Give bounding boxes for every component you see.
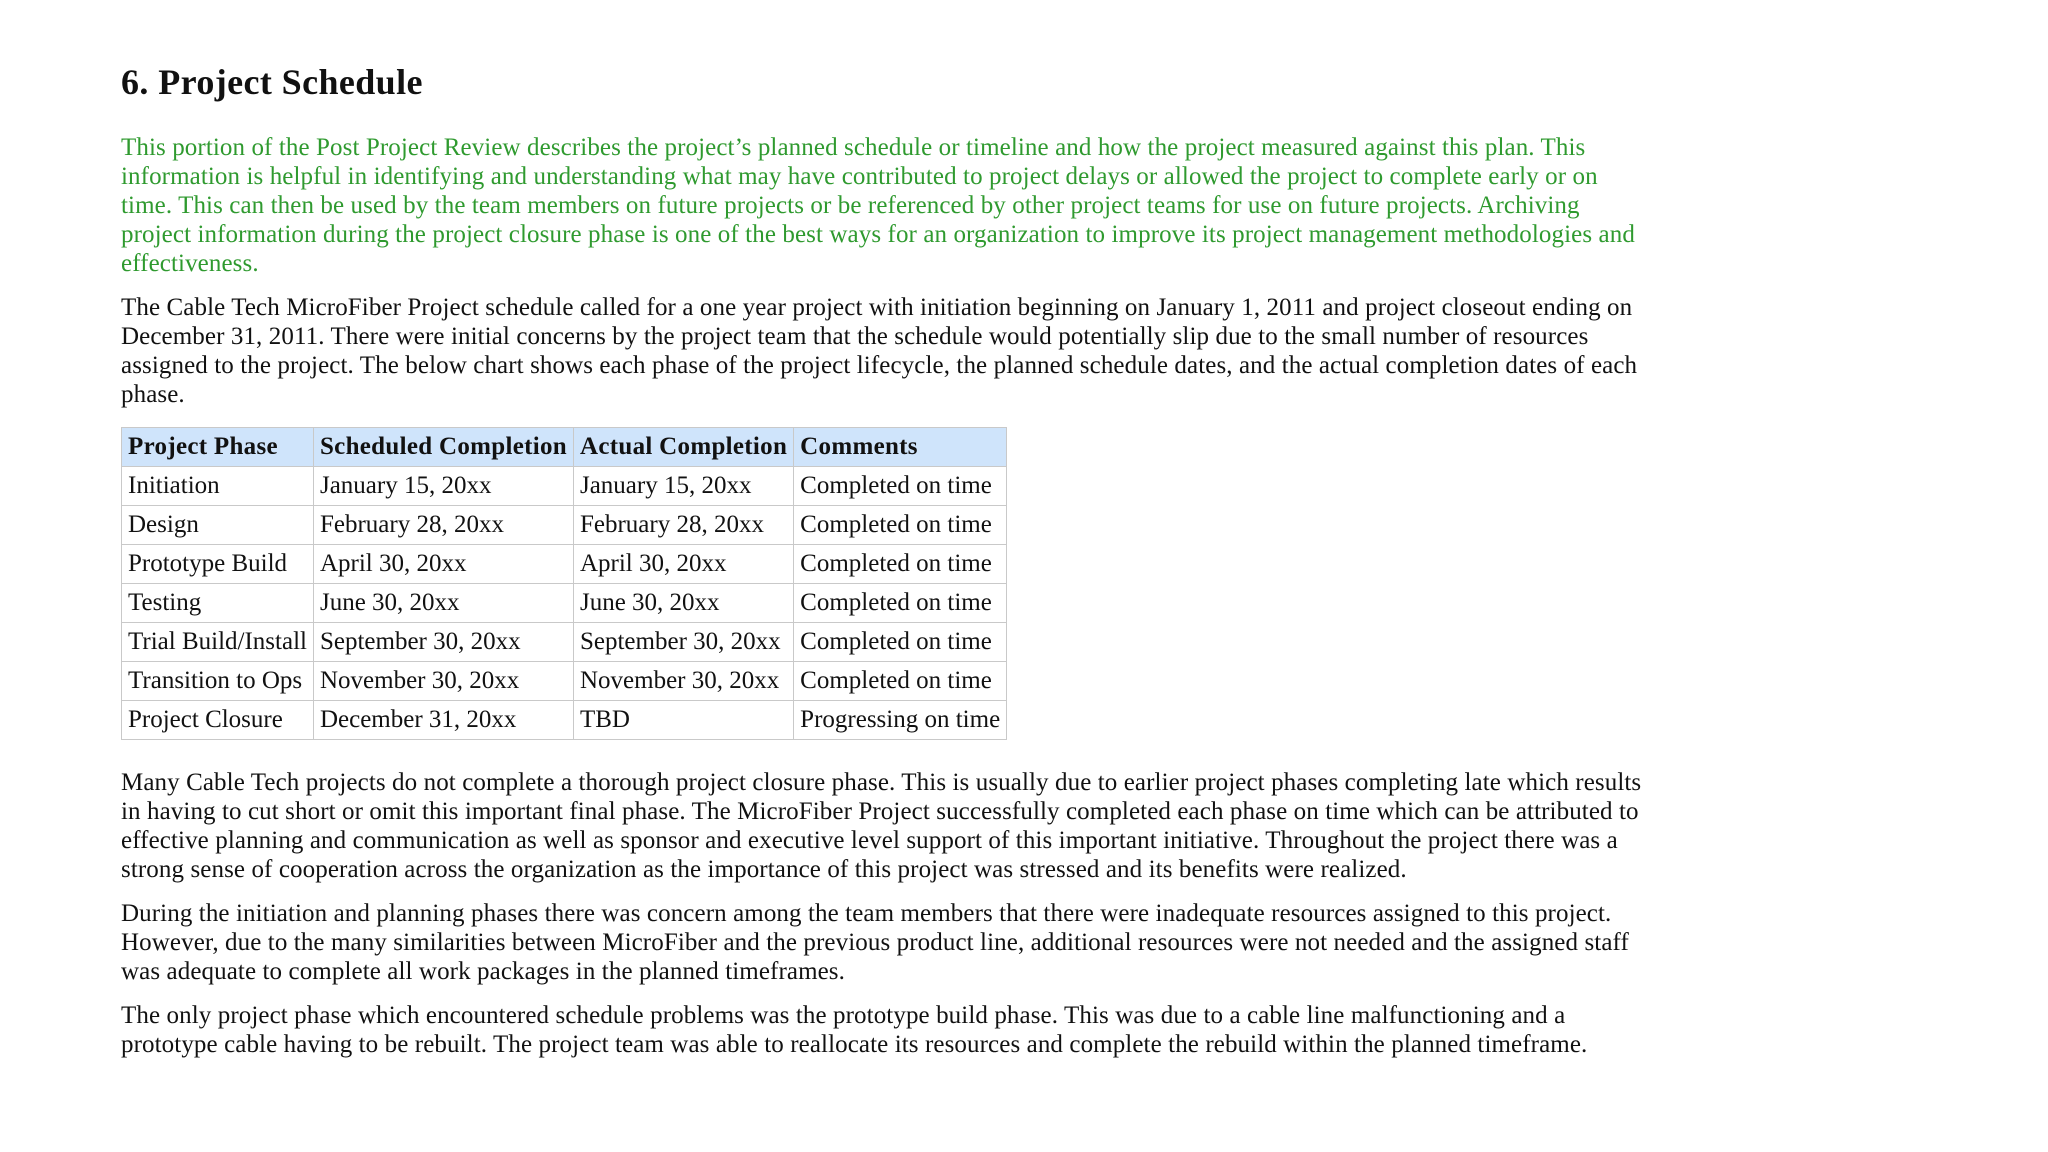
header-project-phase: Project Phase bbox=[122, 428, 314, 467]
cell-scheduled: June 30, 20xx bbox=[313, 584, 573, 623]
paragraph-line: in having to cut short or omit this important final phase. The MicroFiber Project successfully completed each phase on time which can be attributed to bbox=[121, 798, 1639, 825]
cell-phase: Transition to Ops bbox=[122, 662, 314, 701]
closure-phase-paragraph bbox=[121, 768, 1966, 884]
header-comments: Comments bbox=[794, 428, 1007, 467]
cell-phase: Testing bbox=[122, 584, 314, 623]
table-row bbox=[122, 506, 1007, 545]
instruction-line: time. This can then be used by the team members on future projects or be referenced by other project teams for use on future projects. Archiving bbox=[121, 192, 1580, 219]
paragraph-line: The Cable Tech MicroFiber Project schedule called for a one year project with initiation beginning on January 1, 2011 and project closeout ending on bbox=[121, 294, 1633, 321]
header-actual-completion: Actual Completion bbox=[573, 428, 793, 467]
cell-actual: September 30, 20xx bbox=[573, 623, 793, 662]
paragraph-line: was adequate to complete all work packages in the planned timeframes. bbox=[121, 958, 845, 985]
document-page bbox=[121, 58, 1966, 1074]
paragraph-line: assigned to the project. The below chart shows each phase of the project lifecycle, the planned schedule dates, and the actual completion dates of each bbox=[121, 352, 1638, 379]
table-row bbox=[122, 662, 1007, 701]
table-row bbox=[122, 584, 1007, 623]
cell-scheduled: April 30, 20xx bbox=[313, 545, 573, 584]
schedule-table bbox=[121, 427, 1007, 740]
cell-actual: January 15, 20xx bbox=[573, 467, 793, 506]
cell-scheduled: December 31, 20xx bbox=[313, 701, 573, 740]
instruction-paragraph bbox=[121, 133, 1966, 278]
cell-comment: Completed on time bbox=[794, 545, 1007, 584]
section-heading: 6. Project Schedule bbox=[121, 62, 423, 102]
instruction-line: effectiveness. bbox=[121, 250, 259, 277]
header-scheduled-completion: Scheduled Completion bbox=[313, 428, 573, 467]
cell-comment: Completed on time bbox=[794, 506, 1007, 545]
cell-actual: June 30, 20xx bbox=[573, 584, 793, 623]
table-header-row bbox=[122, 428, 1007, 467]
cell-actual: November 30, 20xx bbox=[573, 662, 793, 701]
table-row bbox=[122, 623, 1007, 662]
cell-scheduled: September 30, 20xx bbox=[313, 623, 573, 662]
resources-paragraph bbox=[121, 899, 1966, 986]
paragraph-line: strong sense of cooperation across the organization as the importance of this project was stressed and its benefits were realized. bbox=[121, 856, 1407, 883]
paragraph-line: During the initiation and planning phases there was concern among the team members that there were inadequate resources assigned to this project. bbox=[121, 900, 1612, 927]
table-row bbox=[122, 545, 1007, 584]
cell-actual: TBD bbox=[573, 701, 793, 740]
cell-phase: Design bbox=[122, 506, 314, 545]
cell-comment: Progressing on time bbox=[794, 701, 1007, 740]
cell-comment: Completed on time bbox=[794, 467, 1007, 506]
instruction-line: information is helpful in identifying and understanding what may have contributed to project delays or allowed the project to complete early or on bbox=[121, 163, 1598, 190]
cell-phase: Trial Build/Install bbox=[122, 623, 314, 662]
cell-comment: Completed on time bbox=[794, 623, 1007, 662]
paragraph-line: The only project phase which encountered schedule problems was the prototype build phase. This was due to a cable line malfunctioning and a bbox=[121, 1002, 1566, 1029]
cell-phase: Initiation bbox=[122, 467, 314, 506]
table-row bbox=[122, 701, 1007, 740]
cell-scheduled: February 28, 20xx bbox=[313, 506, 573, 545]
cell-scheduled: November 30, 20xx bbox=[313, 662, 573, 701]
cell-comment: Completed on time bbox=[794, 584, 1007, 623]
paragraph-line: phase. bbox=[121, 381, 185, 408]
schedule-problems-paragraph bbox=[121, 1001, 1966, 1059]
cell-actual: February 28, 20xx bbox=[573, 506, 793, 545]
paragraph-line: Many Cable Tech projects do not complete a thorough project closure phase. This is usually due to earlier project phases completing late which results bbox=[121, 769, 1642, 796]
schedule-overview-paragraph bbox=[121, 293, 1966, 409]
instruction-line: This portion of the Post Project Review describes the project’s planned schedule or timeline and how the project measured against this plan. This bbox=[121, 134, 1586, 161]
paragraph-line: However, due to the many similarities between MicroFiber and the previous product line, additional resources were not needed and the assigned staff bbox=[121, 929, 1629, 956]
cell-phase: Project Closure bbox=[122, 701, 314, 740]
instruction-line: project information during the project closure phase is one of the best ways for an organization to improve its project management methodologies and bbox=[121, 221, 1635, 248]
cell-phase: Prototype Build bbox=[122, 545, 314, 584]
paragraph-line: prototype cable having to be rebuilt. The project team was able to reallocate its resources and complete the rebuild within the planned timeframe. bbox=[121, 1031, 1588, 1058]
paragraph-line: effective planning and communication as well as sponsor and executive level support of this important initiative. Throughout the project there was a bbox=[121, 827, 1618, 854]
paragraph-line: December 31, 2011. There were initial concerns by the project team that the schedule would potentially slip due to the small number of resources bbox=[121, 323, 1589, 350]
cell-comment: Completed on time bbox=[794, 662, 1007, 701]
table-row bbox=[122, 467, 1007, 506]
cell-actual: April 30, 20xx bbox=[573, 545, 793, 584]
cell-scheduled: January 15, 20xx bbox=[313, 467, 573, 506]
